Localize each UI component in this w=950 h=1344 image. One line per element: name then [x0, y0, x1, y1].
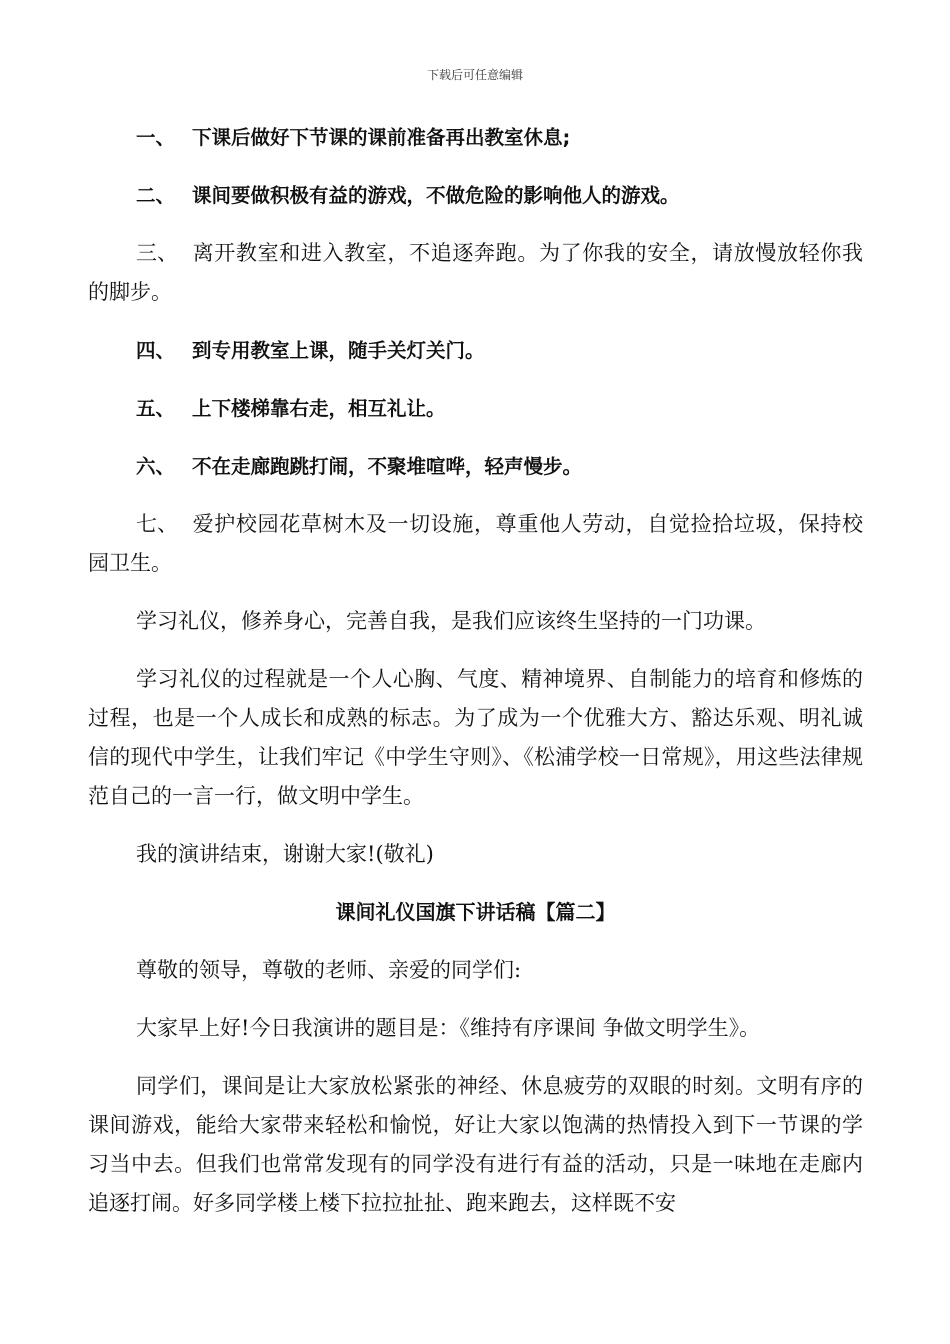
rule-item-4: [88, 331, 863, 370]
rule-number: 七、: [136, 512, 178, 536]
rule-text: 不在走廊跑跳打闹，不聚堆喧哗，轻声慢步。: [192, 455, 583, 478]
section-title: 课间礼仪国旗下讲话稿【篇二】: [335, 900, 616, 924]
rule-number: 一、: [136, 126, 176, 149]
rule-item-2: [88, 176, 863, 215]
rule-item-3: [88, 234, 863, 312]
rule-text: 下课后做好下节课的课前准备再出教室休息;: [192, 126, 571, 149]
paragraph: 大家早上好!今日我演讲的题目是：《维持有序课间 争做文明学生》。: [136, 1016, 761, 1040]
paragraph: 尊敬的领导，尊敬的老师、亲爱的同学们:: [136, 958, 522, 982]
rule-text: 离开教室和进入教室，不追逐奔跑。为了你我的安全，请放慢放轻你我的脚步。: [88, 241, 863, 304]
paragraph: 学习礼仪，修养身心，完善自我，是我们应该终生坚持的一门功课。: [136, 609, 766, 633]
rule-number: 四、: [136, 339, 176, 362]
rule-number: 五、: [136, 397, 176, 420]
rule-text: 课间要做积极有益的游戏，不做危险的影响他人的游戏。: [192, 184, 680, 207]
rule-text: 到专用教室上课，随手关灯关门。: [192, 339, 485, 362]
rule-item-7: [88, 505, 863, 583]
rule-item-5: [88, 389, 863, 428]
document-body: [88, 118, 863, 1242]
paragraph: 学习礼仪的过程就是一个人心胸、气度、精神境界、自制能力的培育和修炼的过程，也是一个人成长和成熟的标志。为了成为一个优雅大方、豁达乐观、明礼诚信的现代中学生，让我们牢记《中学生守则》、《松浦学校一日常规》，用这些法律规范自己的一言一行，做文明中学生。: [88, 667, 863, 808]
page-header: 下载后可任意编辑: [426, 68, 523, 82]
rule-item-6: [88, 447, 863, 486]
paragraph: 同学们，课间是让大家放松紧张的神经、休息疲劳的双眼的时刻。文明有序的课间游戏，能给大家带来轻松和愉悦，好让大家以饱满的热情投入到下一节课的学习当中去。但我们也常常发现有的同学没有进行有益的活动，只是一味地在走廊内追逐打闹。好多同学楼上楼下拉拉扯扯、跑来跑去，这样既不安: [88, 1074, 863, 1215]
rule-item-1: [88, 118, 863, 157]
rule-number: 六、: [136, 455, 176, 478]
paragraph: 我的演讲结束，谢谢大家!(敬礼): [136, 842, 434, 866]
rule-number: 二、: [136, 184, 176, 207]
rule-text: 爱护校园花草树木及一切设施，尊重他人劳动，自觉捡拾垃圾，保持校园卫生。: [88, 512, 863, 575]
rule-text: 上下楼梯靠右走，相互礼让。: [192, 397, 446, 420]
rule-number: 三、: [136, 241, 178, 265]
